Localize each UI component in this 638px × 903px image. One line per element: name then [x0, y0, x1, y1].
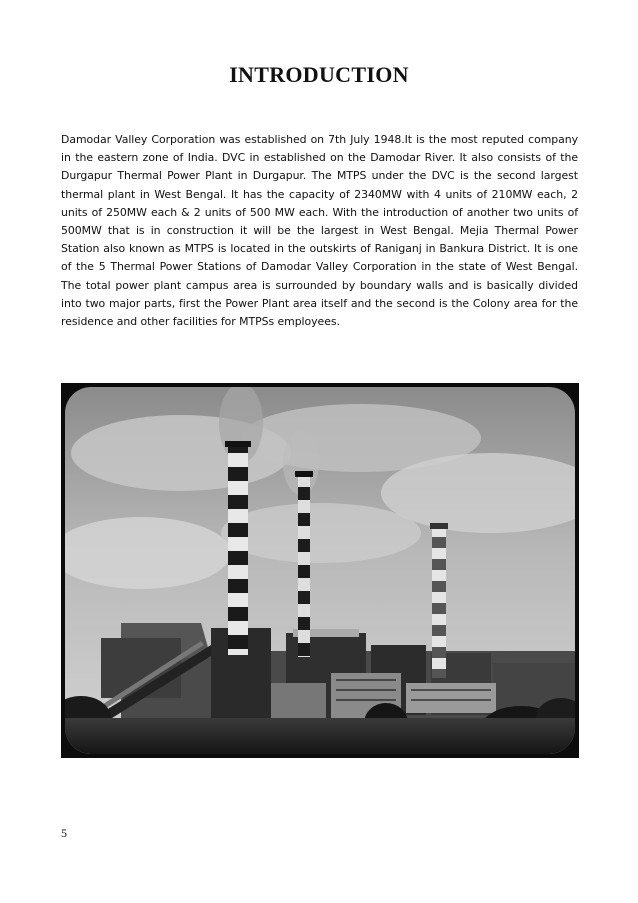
page-title: INTRODUCTION — [229, 62, 409, 87]
introduction-paragraph: Damodar Valley Corporation was established on 7th July 1948.It is the most reputed company in the eastern zone of India. DVC in established on the Damodar River. It also consists of the Durgapur Thermal Power Plant in Durgapur. The MTPS under the DVC is the second largest thermal plant in West Bengal. It has the capacity of 2340MW with 4 units of 210MW each, 2 units of 250MW each & 2 units of 500 MW each. With the introduction of another two units of 500MW that is in construction it will be the largest in West Bengal. Mejia Thermal Power Station also known as MTPS is located in the outskirts of Raniganj in Bankura District. It is one of the 5 Thermal Power Stations of Damodar Valley Corporation in the state of West Bengal. The total power plant campus area is surrounded by boundary walls and is basically divided into two major parts, first the Power Plant area itself and the second is the Colony area for the residence and other facilities for MTPSs employees. — [61, 133, 578, 329]
page-number: 5 — [61, 826, 67, 840]
power-plant-photo — [61, 383, 579, 758]
